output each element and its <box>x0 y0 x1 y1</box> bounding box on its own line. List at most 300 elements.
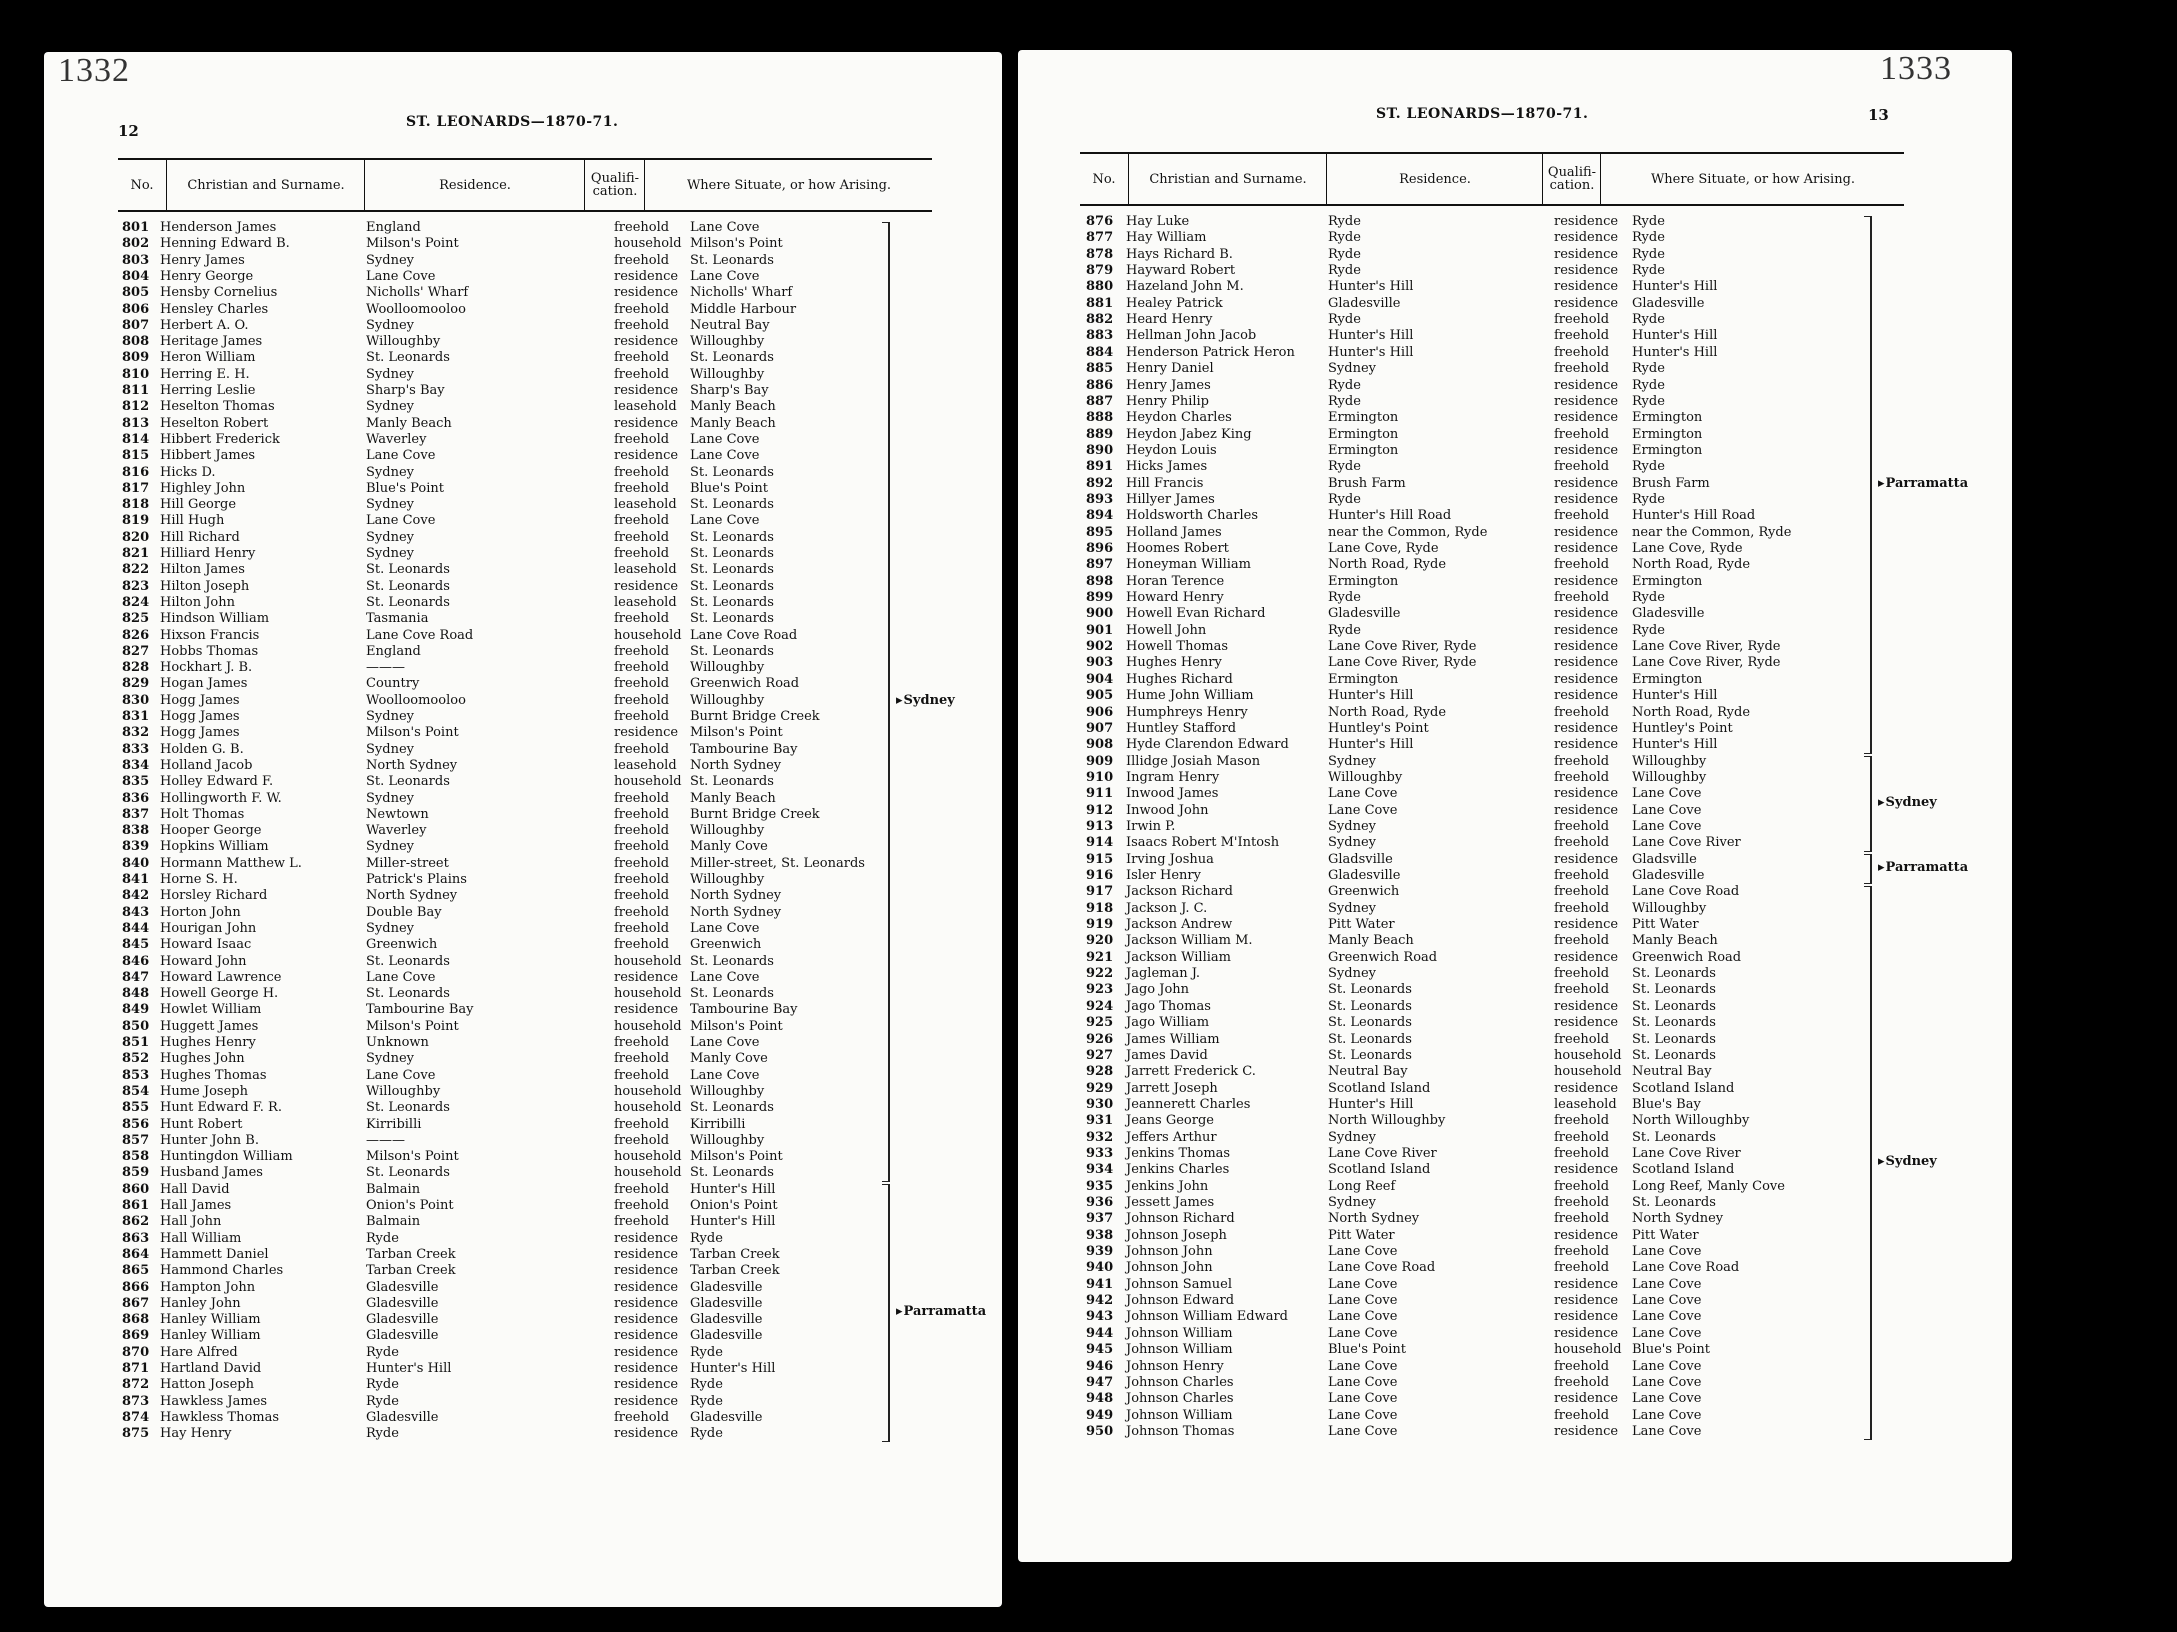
christian-and-surname: Johnson Richard <box>1126 1211 1235 1227</box>
residence: Ermington <box>1328 671 1399 687</box>
where-situate: Gladesville <box>690 1295 763 1311</box>
residence: England <box>366 643 421 659</box>
register-row <box>1086 557 1986 573</box>
entry-number: 836 <box>122 790 150 806</box>
entry-number: 825 <box>122 611 150 627</box>
residence: Willoughby <box>366 334 441 350</box>
register-row <box>1086 639 1986 655</box>
residence: Ryde <box>1328 214 1361 229</box>
entry-number: 845 <box>122 937 150 953</box>
entry-number: 826 <box>122 627 150 643</box>
polling-place-label: ▸ Parramatta <box>1878 476 1968 491</box>
register-row <box>1086 492 1986 508</box>
where-situate: Ryde <box>690 1230 723 1246</box>
qualification: household <box>1554 1064 1622 1080</box>
where-situate: Lane Cove, Ryde <box>1632 541 1743 556</box>
where-situate: St. Leonards <box>1632 1195 1716 1210</box>
qualification: residence <box>1554 1423 1619 1439</box>
christian-and-surname: Hanley John <box>160 1295 241 1311</box>
entry-number: 921 <box>1086 949 1114 965</box>
qualification: freehold <box>1554 1374 1610 1390</box>
where-situate: Gladesville <box>1632 606 1705 622</box>
entry-number: 931 <box>1086 1113 1114 1129</box>
residence: ——— <box>366 660 405 676</box>
where-situate: Ryde <box>690 1393 723 1409</box>
qualification: freehold <box>614 1132 670 1148</box>
christian-and-surname: Hartland David <box>160 1361 262 1376</box>
christian-and-surname: Hatton Joseph <box>160 1377 254 1393</box>
register-row <box>1086 901 1986 917</box>
entry-number: 810 <box>122 366 150 382</box>
christian-and-surname: Hogg James <box>160 709 240 724</box>
entry-number: 812 <box>122 399 150 415</box>
entry-number: 866 <box>122 1279 150 1295</box>
entry-number: 916 <box>1086 868 1114 883</box>
where-situate: St. Leonards <box>690 578 774 594</box>
register-row <box>1086 476 1986 492</box>
where-situate: Lane Cove <box>1632 818 1702 834</box>
qualification: freehold <box>614 1181 670 1197</box>
christian-and-surname: Hourigan John <box>160 920 257 936</box>
residence: Ryde <box>366 1393 399 1409</box>
residence: Sydney <box>1328 1129 1376 1145</box>
qualification: household <box>614 1083 682 1099</box>
entry-number: 834 <box>122 757 150 773</box>
qualification: household <box>614 236 682 252</box>
residence: Gladesville <box>366 1409 439 1425</box>
entry-number: 858 <box>122 1149 150 1165</box>
register-row <box>1086 1326 1986 1342</box>
residence: Lane Cove River <box>1328 1145 1437 1161</box>
register-row <box>122 937 942 953</box>
residence: Sharp's Bay <box>366 383 445 398</box>
residence: Tambourine Bay <box>366 1002 474 1018</box>
christian-and-surname: Johnson Edward <box>1126 1293 1235 1309</box>
qualification: residence <box>1554 1080 1619 1096</box>
residence: Sydney <box>366 497 414 513</box>
entry-number: 904 <box>1086 671 1114 687</box>
qualification: freehold <box>1554 1178 1610 1194</box>
residence: Ryde <box>366 1230 399 1246</box>
entry-number: 829 <box>122 676 150 692</box>
where-situate: Ryde <box>1632 622 1665 638</box>
entry-number: 811 <box>122 383 150 398</box>
entry-number: 923 <box>1086 982 1114 998</box>
residence: Manly Beach <box>1328 933 1414 949</box>
where-situate: Willoughby <box>690 334 765 350</box>
where-situate: Ryde <box>1632 246 1665 262</box>
entry-number: 870 <box>122 1344 150 1360</box>
residence: Huntley's Point <box>1328 720 1429 736</box>
qualification: freehold <box>614 1051 670 1067</box>
entry-number: 864 <box>122 1246 150 1262</box>
register-row <box>122 1280 942 1296</box>
residence: Lane Cove <box>366 1067 436 1083</box>
christian-and-surname: Humphreys Henry <box>1126 704 1248 720</box>
register-row <box>122 660 942 676</box>
residence: Ryde <box>1328 622 1361 638</box>
qualification: residence <box>1554 1391 1619 1407</box>
entry-number: 849 <box>122 1002 150 1018</box>
entry-number: 905 <box>1086 688 1114 704</box>
christian-and-surname: Hammond Charles <box>160 1263 284 1279</box>
christian-and-surname: Hyde Clarendon Edward <box>1126 737 1289 753</box>
qualification: freehold <box>614 839 670 855</box>
christian-and-surname: Hicks D. <box>160 464 216 480</box>
qualification: residence <box>1554 720 1619 736</box>
where-situate: Milson's Point <box>690 725 783 741</box>
christian-and-surname: Jeannerett Charles <box>1126 1096 1251 1112</box>
christian-and-surname: Heydon Jabez King <box>1126 426 1252 442</box>
entry-number: 884 <box>1086 344 1114 360</box>
christian-and-surname: Hanley William <box>160 1328 261 1344</box>
where-situate: Hunter's Hill <box>1632 279 1718 295</box>
where-situate: Scotland Island <box>1632 1080 1735 1096</box>
entry-number: 940 <box>1086 1260 1114 1276</box>
where-situate: Lane Cove <box>690 1067 760 1083</box>
qualification: freehold <box>1554 704 1610 720</box>
qualification: residence <box>614 969 679 985</box>
where-situate: St. Leonards <box>1632 1015 1716 1031</box>
qualification: freehold <box>1554 1211 1610 1227</box>
entry-number: 838 <box>122 823 150 839</box>
entry-number: 865 <box>122 1263 150 1279</box>
residence: Ryde <box>1328 230 1361 246</box>
register-row <box>1086 1048 1986 1064</box>
christian-and-surname: Hobbs Thomas <box>160 643 259 659</box>
where-situate: Willoughby <box>690 660 765 676</box>
where-situate: Lane Cove River, Ryde <box>1632 639 1781 655</box>
qualification: residence <box>614 448 679 464</box>
christian-and-surname: Johnson Samuel <box>1126 1276 1232 1292</box>
residence: Ermington <box>1328 442 1399 458</box>
christian-and-surname: Hilton John <box>160 594 235 610</box>
entry-number: 886 <box>1086 377 1114 393</box>
qualification: leasehold <box>1554 1096 1617 1112</box>
christian-and-surname: Hogg James <box>160 725 240 741</box>
where-situate: Onion's Point <box>690 1198 778 1213</box>
residence: Patrick's Plains <box>366 872 467 887</box>
residence: ——— <box>366 1132 405 1148</box>
qualification: residence <box>614 1295 679 1311</box>
header-qualification: Qualifi- cation. <box>590 171 640 199</box>
where-situate: St. Leonards <box>1632 998 1716 1014</box>
right-page <box>1018 50 2012 1562</box>
register-row <box>1086 1113 1986 1129</box>
where-situate: North Sydney <box>690 888 782 904</box>
christian-and-surname: Hill Francis <box>1126 475 1204 491</box>
christian-and-surname: Hume Joseph <box>160 1083 248 1099</box>
christian-and-surname: Hall John <box>160 1214 222 1230</box>
where-situate: St. Leonards <box>690 953 774 969</box>
entry-number: 934 <box>1086 1162 1114 1178</box>
register-row <box>1086 279 1986 295</box>
christian-and-surname: Jenkins John <box>1126 1178 1209 1194</box>
register-row <box>122 1068 942 1084</box>
register-row <box>122 350 942 366</box>
christian-and-surname: Herring Leslie <box>160 383 256 398</box>
group-brace <box>1864 756 1872 852</box>
where-situate: North Road, Ryde <box>1632 557 1751 573</box>
where-situate: St. Leonards <box>690 643 774 659</box>
page-number: 12 <box>118 122 139 140</box>
page-number: 13 <box>1868 106 1889 124</box>
entry-number: 818 <box>122 497 150 513</box>
residence: Blue's Point <box>366 480 444 496</box>
register-row <box>1086 1211 1986 1227</box>
register-row <box>122 513 942 529</box>
residence: Lane Cove <box>366 969 436 985</box>
where-situate: Greenwich Road <box>1632 949 1742 965</box>
entry-number: 901 <box>1086 622 1114 638</box>
christian-and-surname: Johnson William Edward <box>1126 1309 1288 1325</box>
residence: Lane Cove <box>1328 1309 1398 1325</box>
residence: Hunter's Hill <box>1328 1096 1414 1112</box>
entry-number: 854 <box>122 1083 150 1099</box>
residence: Gladesville <box>1328 295 1401 311</box>
entry-number: 830 <box>122 692 150 708</box>
entry-number: 895 <box>1086 524 1114 540</box>
qualification: freehold <box>1554 426 1610 442</box>
where-situate: Neutral Bay <box>1632 1064 1712 1080</box>
christian-and-surname: Hay William <box>1126 230 1207 246</box>
christian-and-surname: Illidge Josiah Mason <box>1126 753 1261 769</box>
qualification: leasehold <box>614 562 677 578</box>
qualification: residence <box>614 1328 679 1344</box>
christian-and-surname: Hays Richard B. <box>1126 246 1233 262</box>
christian-and-surname: James William <box>1126 1031 1220 1047</box>
entry-number: 942 <box>1086 1293 1114 1309</box>
register-row <box>122 742 942 758</box>
qualification: freehold <box>1554 1358 1610 1374</box>
residence: Hunter's Hill <box>1328 737 1414 753</box>
christian-and-surname: Hughes Henry <box>160 1035 256 1050</box>
register-row <box>122 302 942 318</box>
register-row <box>122 1328 942 1344</box>
residence: Lane Cove Road <box>366 627 474 643</box>
where-situate: Lane Cove Road <box>1632 884 1740 900</box>
register-row <box>122 921 942 937</box>
christian-and-surname: Hunt Robert <box>160 1116 243 1132</box>
entry-number: 927 <box>1086 1047 1114 1063</box>
entry-number: 948 <box>1086 1391 1114 1407</box>
entry-number: 856 <box>122 1116 150 1132</box>
register-row <box>122 497 942 513</box>
christian-and-surname: Hicks James <box>1126 459 1208 475</box>
residence: Lane Cove River, Ryde <box>1328 655 1477 671</box>
christian-and-surname: Hay Luke <box>1126 214 1190 229</box>
where-situate: Lane Cove River <box>1632 835 1741 851</box>
christian-and-surname: Jackson William M. <box>1126 933 1253 949</box>
where-situate: Nicholls' Wharf <box>690 285 793 301</box>
qualification: residence <box>1554 214 1619 229</box>
register-row <box>1086 721 1986 737</box>
entry-number: 881 <box>1086 295 1114 311</box>
entry-number: 914 <box>1086 835 1114 851</box>
header-no: No. <box>130 177 154 193</box>
where-situate: Lane Cove <box>1632 1423 1702 1439</box>
entry-number: 883 <box>1086 328 1114 344</box>
christian-and-surname: Hindson William <box>160 611 270 627</box>
qualification: residence <box>1554 949 1619 965</box>
where-situate: Hunter's Hill <box>1632 737 1718 753</box>
entry-number: 804 <box>122 268 150 284</box>
register-row <box>122 285 942 301</box>
christian-and-surname: Hilton James <box>160 562 245 578</box>
christian-and-surname: Hughes Henry <box>1126 655 1222 671</box>
qualification: residence <box>1554 671 1619 687</box>
where-situate: Ryde <box>1632 263 1665 279</box>
register-row <box>1086 672 1986 688</box>
christian-and-surname: Heron William <box>160 350 256 366</box>
residence: Kirribilli <box>366 1116 422 1132</box>
residence: Milson's Point <box>366 1149 459 1165</box>
register-row <box>1086 655 1986 671</box>
christian-and-surname: Jago William <box>1126 1015 1210 1031</box>
christian-and-surname: Hughes Richard <box>1126 671 1233 687</box>
christian-and-surname: Henry James <box>1126 377 1211 393</box>
entry-number: 932 <box>1086 1129 1114 1145</box>
register-row <box>1086 884 1986 900</box>
residence: Sydney <box>366 546 414 561</box>
entry-number: 941 <box>1086 1276 1114 1292</box>
where-situate: Ryde <box>1632 590 1665 606</box>
register-list <box>1086 214 1986 1439</box>
register-row <box>1086 427 1986 443</box>
register-row <box>122 970 942 986</box>
residence: Sydney <box>366 317 414 333</box>
where-situate: St. Leonards <box>690 464 774 480</box>
residence: St. Leonards <box>1328 998 1412 1014</box>
qualification: residence <box>1554 688 1619 704</box>
register-list <box>122 220 987 1442</box>
where-situate: Milson's Point <box>690 1018 783 1034</box>
qualification: residence <box>1554 295 1619 311</box>
christian-and-surname: Holden G. B. <box>160 741 244 757</box>
residence: Lane Cove <box>1328 1244 1398 1260</box>
qualification: residence <box>614 415 679 431</box>
where-situate: Willoughby <box>690 872 765 887</box>
christian-and-surname: Hoomes Robert <box>1126 541 1229 556</box>
christian-and-surname: Hampton John <box>160 1279 256 1295</box>
where-situate: Scotland Island <box>1632 1162 1735 1178</box>
where-situate: St. Leonards <box>690 562 774 578</box>
register-row <box>1086 1293 1986 1309</box>
where-situate: Manly Beach <box>690 415 776 431</box>
register-row <box>122 1231 942 1247</box>
residence: Pitt Water <box>1328 917 1395 933</box>
entry-number: 877 <box>1086 230 1114 246</box>
polling-place-label: ▸ Sydney <box>1878 1154 1937 1169</box>
qualification: residence <box>614 1002 679 1018</box>
entry-number: 945 <box>1086 1342 1114 1358</box>
residence: Greenwich Road <box>1328 949 1438 965</box>
christian-and-surname: Jackson William <box>1126 949 1231 965</box>
residence: Sydney <box>1328 818 1376 834</box>
polling-place-label: ▸ Sydney <box>896 693 955 708</box>
entry-number: 893 <box>1086 491 1114 507</box>
christian-and-surname: Hollingworth F. W. <box>160 790 282 806</box>
qualification: freehold <box>614 643 670 659</box>
where-situate: St. Leonards <box>1632 1031 1716 1047</box>
christian-and-surname: Heritage James <box>160 334 263 350</box>
qualification: freehold <box>1554 1145 1610 1161</box>
entry-number: 869 <box>122 1328 150 1344</box>
residence: St. Leonards <box>366 578 450 594</box>
header-qualification: Qualifi- cation. <box>1547 165 1597 193</box>
where-situate: Willoughby <box>690 1132 765 1148</box>
entry-number: 809 <box>122 350 150 366</box>
register-row <box>1086 214 1986 230</box>
register-row <box>122 562 942 578</box>
where-situate: Milson's Point <box>690 236 783 252</box>
christian-and-surname: Herring E. H. <box>160 366 250 382</box>
christian-and-surname: Jackson J. C. <box>1126 900 1208 916</box>
header-name: Christian and Surname. <box>187 177 345 193</box>
qualification: residence <box>1554 998 1619 1014</box>
christian-and-surname: Henderson James <box>160 220 277 235</box>
qualification: leasehold <box>614 497 677 513</box>
entry-number: 879 <box>1086 263 1114 279</box>
register-row <box>122 986 942 1002</box>
qualification: freehold <box>614 790 670 806</box>
qualification: residence <box>1554 851 1619 867</box>
qualification: freehold <box>614 741 670 757</box>
qualification: residence <box>1554 1325 1619 1341</box>
residence: Sydney <box>1328 1195 1376 1210</box>
register-row <box>1086 770 1986 786</box>
residence: Lane Cove River, Ryde <box>1328 639 1477 655</box>
register-row <box>1086 868 1986 884</box>
where-situate: St. Leonards <box>690 1165 774 1181</box>
qualification: residence <box>614 268 679 284</box>
entry-number: 896 <box>1086 541 1114 556</box>
christian-and-surname: Hunter John B. <box>160 1132 259 1148</box>
register-row <box>122 758 942 774</box>
qualification: residence <box>1554 377 1619 393</box>
where-situate: Ryde <box>1632 491 1665 507</box>
register-row <box>122 1410 942 1426</box>
register-row <box>122 367 942 383</box>
qualification: residence <box>1554 1293 1619 1309</box>
christian-and-surname: Hibbert Frederick <box>160 431 280 447</box>
register-row <box>122 220 942 236</box>
entry-number: 920 <box>1086 933 1114 949</box>
christian-and-surname: Inwood John <box>1126 802 1209 818</box>
register-row <box>1086 966 1986 982</box>
qualification: household <box>1554 1047 1622 1063</box>
where-situate: Lane Cove <box>690 220 760 235</box>
register-row <box>1086 705 1986 721</box>
where-situate: Gladesville <box>1632 868 1705 883</box>
christian-and-surname: Jagleman J. <box>1126 966 1201 982</box>
register-row <box>122 399 942 415</box>
entry-number: 894 <box>1086 508 1114 524</box>
register-row <box>1086 1081 1986 1097</box>
entry-number: 935 <box>1086 1178 1114 1194</box>
christian-and-surname: Johnson Thomas <box>1126 1423 1235 1439</box>
entry-number: 892 <box>1086 475 1114 491</box>
christian-and-surname: Herbert A. O. <box>160 317 249 333</box>
polling-place-label: ▸ Sydney <box>1878 795 1937 810</box>
entry-number: 918 <box>1086 900 1114 916</box>
residence: Greenwich <box>1328 884 1400 900</box>
entry-number: 911 <box>1086 786 1114 802</box>
header-no: No. <box>1092 171 1116 187</box>
christian-and-surname: Highley John <box>160 480 246 496</box>
where-situate: Manly Cove <box>690 1051 768 1067</box>
qualification: household <box>614 1100 682 1116</box>
